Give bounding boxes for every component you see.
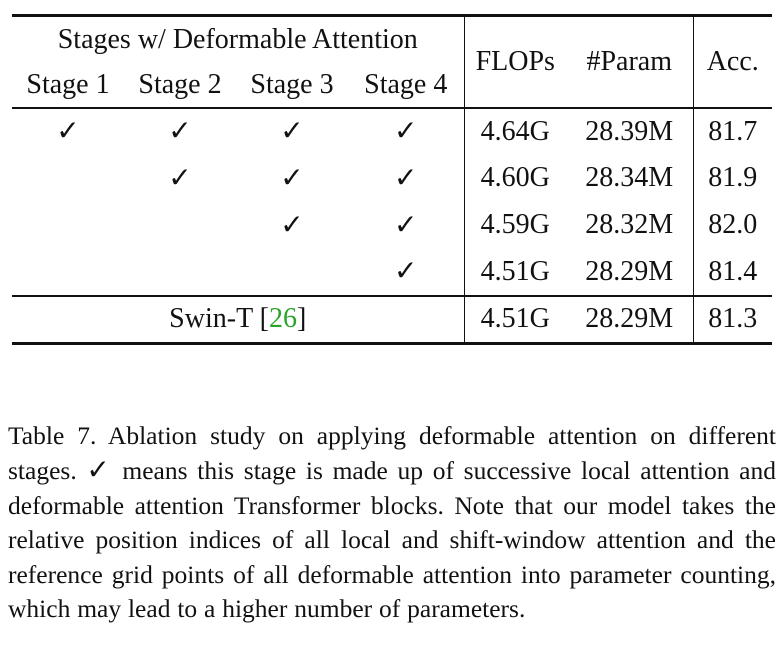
params-cell: 28.34M	[585, 162, 674, 193]
stage-4-cell	[348, 108, 464, 155]
citation-link[interactable]: 26	[269, 303, 297, 335]
flops-cell: 4.51G	[464, 249, 566, 296]
checkmark-icon: ✓	[280, 207, 304, 241]
stage-1-cell	[12, 108, 124, 155]
checkmark-icon: ✓	[56, 114, 80, 147]
caption-label: Table 7.	[8, 420, 97, 450]
stage-1-header: Stage 1	[26, 69, 110, 100]
baseline-name: Swin-T [	[169, 303, 269, 335]
table-row	[12, 108, 772, 155]
baseline-name-close: ]	[297, 303, 307, 335]
stage-4-cell	[348, 202, 464, 249]
stage-3-cell	[236, 108, 348, 155]
params-cell: 28.39M	[566, 108, 693, 155]
params-header: #Param	[566, 16, 693, 108]
table-row	[12, 202, 772, 249]
checkmark-icon: ✓	[280, 160, 304, 194]
flops-cell: 4.64G	[464, 108, 566, 155]
checkmark-icon: ✓	[394, 254, 418, 287]
stage-2-header: Stage 2	[138, 69, 222, 100]
stage-1-cell	[12, 155, 124, 202]
checkmark-icon: ✓	[168, 114, 192, 147]
flops-cell: 4.60G	[464, 155, 566, 202]
baseline-row	[12, 296, 772, 344]
stage-3-cell	[236, 202, 348, 249]
ablation-table-container	[12, 14, 772, 345]
baseline-acc-cell: 81.3	[693, 296, 772, 344]
acc-cell: 81.4	[693, 249, 772, 296]
table-row	[12, 155, 772, 202]
stage-3-header: Stage 3	[250, 69, 334, 100]
baseline-name-cell	[12, 296, 464, 344]
params-cell: 28.32M	[585, 209, 674, 240]
checkmark-icon: ✓	[168, 160, 192, 194]
stage-4-cell	[348, 155, 464, 202]
stage-4-header: Stage 4	[364, 69, 448, 100]
table-row	[12, 249, 772, 296]
stage-1-cell	[12, 249, 124, 296]
stages-group-header: Stages w/ Deformable Attention	[12, 16, 464, 64]
stage-3-cell	[236, 155, 348, 202]
acc-cell: 81.9	[693, 155, 772, 202]
caption-check-icon: ✓	[86, 453, 113, 486]
flops-header: FLOPs	[464, 16, 566, 108]
params-cell: 28.29M	[585, 255, 674, 287]
acc-header: Acc.	[693, 16, 772, 108]
baseline-flops-cell: 4.51G	[464, 296, 566, 344]
ablation-table	[12, 14, 772, 345]
acc-cell: 81.7	[693, 108, 772, 155]
stage-2-cell	[124, 108, 236, 155]
checkmark-icon: ✓	[394, 160, 418, 194]
stage-2-cell	[124, 249, 236, 296]
table-caption	[8, 419, 776, 627]
header-row-group	[12, 16, 772, 64]
checkmark-icon: ✓	[280, 114, 304, 147]
caption-text-start: Ablation study on applying deformable attention on different stages.	[8, 420, 777, 485]
caption-text-end: means this stage is made up of successive local attention and deformable attention Transformer blocks. Note that our model takes the relative position indices of all local and shift-window attention and the reference grid points of all deformable attention into parameter counting, which may lead to a higher number of parameters.	[8, 456, 776, 623]
stage-1-cell	[12, 202, 124, 249]
stage-2-cell	[124, 155, 236, 202]
acc-cell: 82.0	[693, 202, 772, 249]
stage-2-cell	[124, 202, 236, 249]
stage-3-cell	[236, 249, 348, 296]
checkmark-icon: ✓	[394, 207, 418, 241]
stage-4-cell	[348, 249, 464, 296]
flops-cell: 4.59G	[464, 202, 566, 249]
baseline-params-cell: 28.29M	[566, 296, 693, 344]
checkmark-icon: ✓	[394, 114, 418, 147]
